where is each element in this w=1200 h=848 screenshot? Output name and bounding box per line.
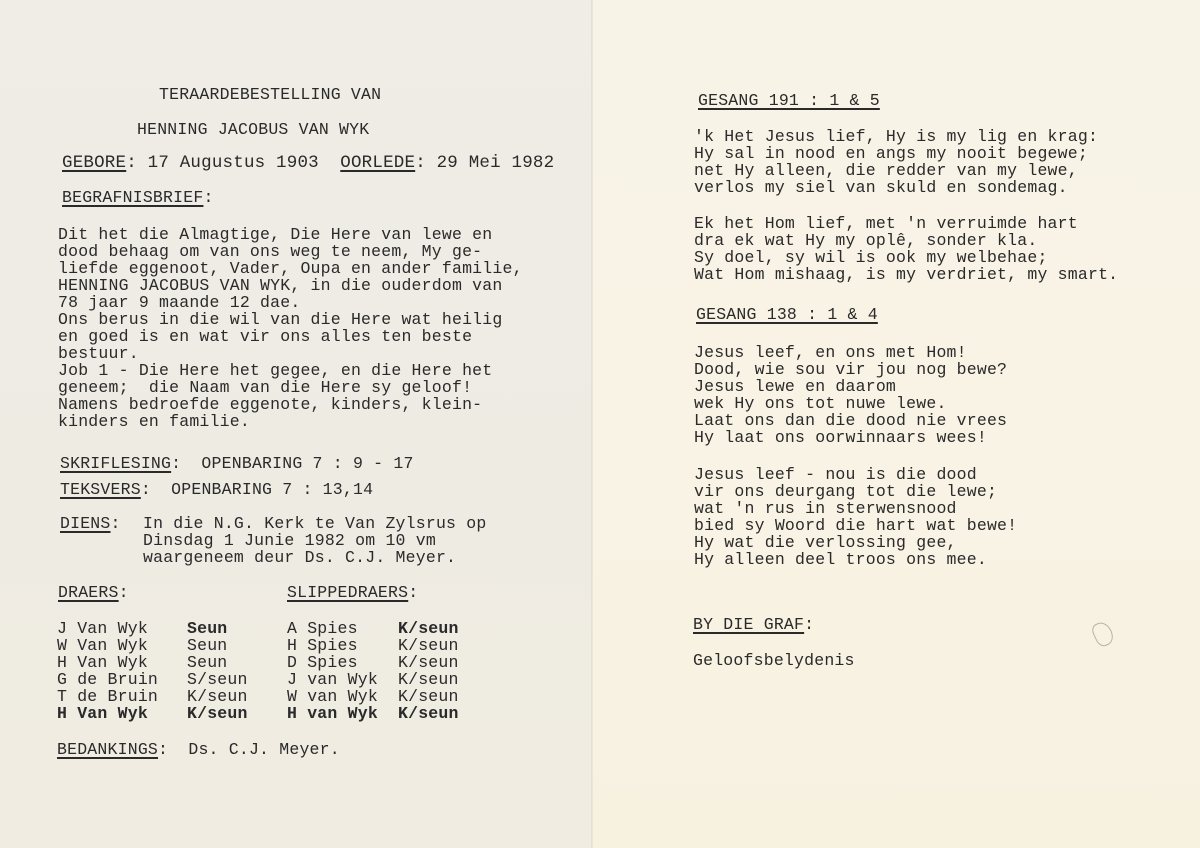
died-label: OORLEDE [340, 153, 416, 173]
hymn-line: Wat Hom mishaag, is my verdriet, my smart. [694, 265, 1119, 284]
hymn-line: verlos my siel van skuld en sondemag. [694, 178, 1068, 197]
letter-line: liefde eggenoot, Vader, Oupa en ander familie, [58, 259, 523, 278]
hymn-line: Laat ons dan die dood nie vrees [694, 411, 1008, 430]
letter-line: geneem; die Naam van die Here sy geloof! [58, 378, 473, 397]
funeral-letter-heading: BEGRAFNISBRIEF: [62, 188, 214, 207]
hymn-line: wek Hy ons tot nuwe lewe. [694, 394, 947, 413]
hymn-line: Jesus leef - nou is die dood [694, 465, 977, 484]
hymn-1-verse-1 [694, 128, 1098, 196]
hymn-line: Jesus lewe en daarom [694, 377, 897, 396]
hymn-1-verse-2 [694, 215, 1118, 283]
hymn-line: wat 'n rus in sterwensnood [694, 499, 957, 518]
scripture-value: : OPENBARING 7 : 9 - 17 [171, 454, 414, 473]
letter-line: dood behaag om van ons weg te neem, My ge- [58, 242, 483, 261]
hymn-line: Ek het Hom lief, met 'n verruimde hart [694, 214, 1078, 233]
service-line: In die N.G. Kerk te Van Zylsrus op [143, 514, 487, 533]
born-date: : 17 Augustus 1903 [126, 153, 319, 173]
bearers-table: J Van Wyk Seun A Spies K/seun W Van Wyk Seun H Spies K/seun H Van Wyk Seun D Spies K/seun G de Bruin S/seun J van Wyk K/seun T de Bruin K/seun W van Wyk K/seun H Van Wyk K/seun H van Wyk K/seun [57, 619, 459, 723]
letter-line: en goed is en wat vir ons alles ten beste [58, 327, 473, 346]
dates-line [62, 155, 554, 172]
hymn-line: net Hy alleen, die redder van my lewe, [694, 161, 1078, 180]
hymn-2-verse-2 [694, 466, 1017, 568]
pall-bearers-label: SLIPPEDRAERS [287, 583, 409, 602]
document-title: TERAARDEBESTELLING VAN [159, 85, 382, 104]
hymn-line: Sy doel, sy wil is ook my welbehae; [694, 248, 1048, 267]
hymn-line: Hy sal in nood en angs my nooit begewe; [694, 144, 1088, 163]
letter-line: kinders en familie. [58, 412, 250, 431]
text-verse-label: TEKSVERS [60, 480, 141, 499]
thanks-value: : Ds. C.J. Meyer. [158, 740, 340, 759]
hymn-line: Jesus leef, en ons met Hom! [694, 343, 967, 362]
pall-bearers-heading: SLIPPEDRAERS: [287, 583, 419, 602]
service-details [143, 515, 486, 566]
scripture-label: SKRIFLESING [60, 454, 172, 473]
graveside-label: BY DIE GRAF [693, 615, 805, 634]
hymn-line: bied sy Woord die hart wat bewe! [694, 516, 1018, 535]
service-line: waargeneem deur Ds. C.J. Meyer. [143, 548, 457, 567]
deceased-name: HENNING JACOBUS VAN WYK [137, 120, 370, 139]
letter-line: Dit het die Almagtige, Die Here van lewe en [58, 225, 493, 244]
hymn-2-title: GESANG 138 : 1 & 4 [696, 305, 878, 324]
hymn-line: Dood, wie sou vir jou nog bewe? [694, 360, 1008, 379]
hymn-line: vir ons deurgang tot die lewe; [694, 482, 998, 501]
hymn-2-verse-1 [694, 344, 1007, 446]
letter-line: Ons berus in die wil van die Here wat heilig [58, 310, 503, 329]
text-verse-value: : OPENBARING 7 : 13,14 [140, 480, 374, 499]
died-date: : 29 Mei 1982 [415, 153, 555, 173]
hymn-line: Hy wat die verlossing gee, [694, 533, 957, 552]
scripture-reading [60, 455, 414, 472]
funeral-letter-label: BEGRAFNISBRIEF [62, 188, 204, 207]
letter-line: HENNING JACOBUS VAN WYK, in die ouderdom van [58, 276, 503, 295]
page-fold [591, 0, 593, 848]
funeral-letter-body [58, 226, 523, 430]
letter-line: Namens bedroefde eggenote, kinders, klein- [58, 395, 483, 414]
letter-line: Job 1 - Die Here het gegee, en die Here het [58, 361, 493, 380]
letter-line: bestuur. [58, 344, 139, 363]
hymn-line: 'k Het Jesus lief, Hy is my lig en krag: [694, 127, 1099, 146]
bearers-label: DRAERS [58, 583, 119, 602]
service-heading: DIENS: [60, 514, 121, 533]
service-line: Dinsdag 1 Junie 1982 om 10 vm [143, 531, 436, 550]
graveside-value: Geloofsbelydenis [693, 651, 855, 670]
thanks-label: BEDANKINGS [57, 740, 159, 759]
hymn-line: dra ek wat Hy my oplê, sonder kla. [694, 231, 1038, 250]
letter-line: 78 jaar 9 maande 12 dae. [58, 293, 301, 312]
text-verse [60, 481, 373, 498]
hymn-line: Hy alleen deel troos ons mee. [694, 550, 987, 569]
hymn-line: Hy laat ons oorwinnaars wees! [694, 428, 987, 447]
born-label: GEBORE [62, 153, 127, 173]
service-label: DIENS [60, 514, 111, 533]
thanks-line [57, 741, 340, 758]
hymn-1-title: GESANG 191 : 1 & 5 [698, 91, 880, 110]
graveside-heading: BY DIE GRAF: [693, 615, 815, 634]
bearers-heading: DRAERS: [58, 583, 129, 602]
